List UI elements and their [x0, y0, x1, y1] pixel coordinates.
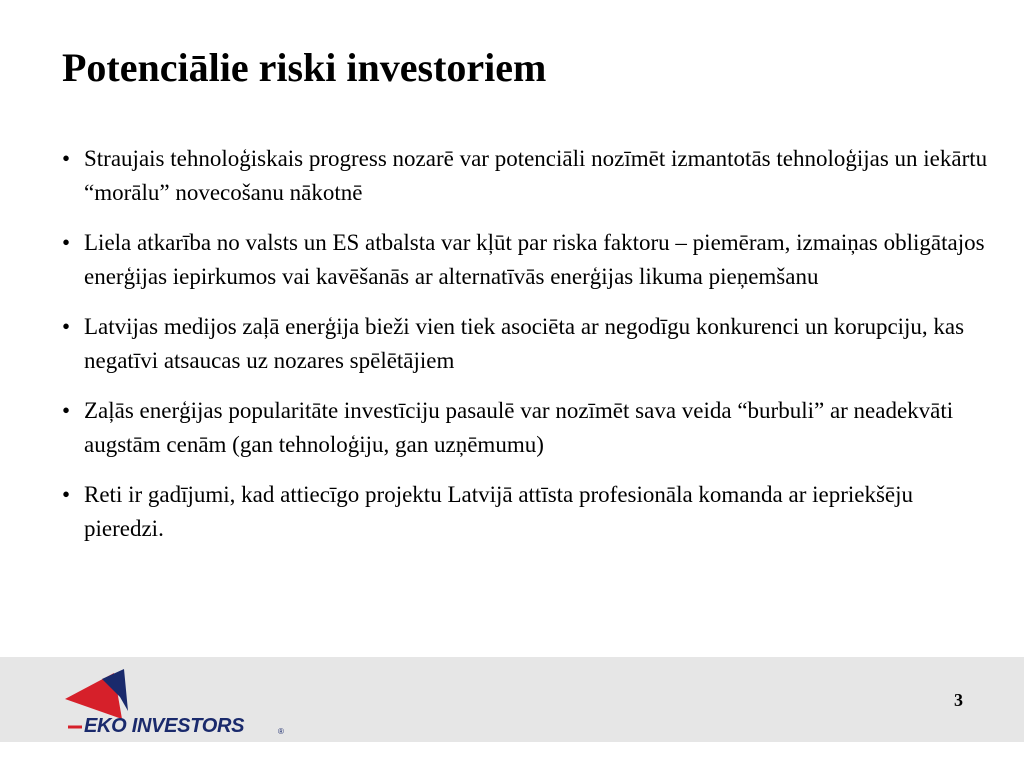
bullet-text: Zaļās enerģijas popularitāte investīciju pasaulē var nozīmēt sava veida “burbuli” ar neadekvāti augstām cenām (gan tehnoloģiju, gan uzņēmumu)	[84, 398, 954, 457]
bullet-item	[58, 394, 988, 462]
bullet-dot: •	[61, 398, 71, 423]
eko-investors-logo	[62, 667, 292, 737]
bullet-item	[58, 226, 988, 294]
bullet-item	[58, 310, 988, 378]
bullet-text: Straujais tehnoloģiskais progress nozarē var potenciāli nozīmēt izmantotās tehnoloģijas un iekārtu “morālu” novecošanu nākotnē	[84, 146, 988, 205]
bullet-text: Liela atkarība no valsts un ES atbalsta var kļūt par riska faktoru – piemēram, izmaiņas obligātajos enerģijas iepirkumos vai kavēšanās ar alternatīvās enerģijas likuma pieņemšanu	[84, 230, 985, 289]
bullet-dot: •	[61, 230, 71, 255]
bullet-item	[58, 142, 988, 210]
registered-mark: ®	[278, 727, 284, 736]
slide-footer	[0, 657, 1024, 742]
slide-title: Potenciālie riski investoriem	[62, 45, 547, 90]
page-number: 3	[954, 690, 963, 710]
bullet-dot: •	[61, 482, 71, 507]
bullet-dot: •	[61, 314, 71, 339]
bullet-text: Latvijas medijos zaļā enerģija bieži vien tiek asociēta ar negodīgu konkurenci un korupciju, kas negatīvi atsaucas uz nozares spēlētājiem	[84, 314, 965, 373]
bullet-text: Reti ir gadījumi, kad attiecīgo projektu Latvijā attīsta profesionāla komanda ar iepriekšēju pieredzi.	[84, 482, 914, 541]
bullet-item	[58, 478, 988, 546]
bullet-list	[58, 142, 988, 562]
bullet-dot: •	[61, 146, 71, 171]
logo-wordmark: EKO INVESTORS	[84, 715, 245, 737]
